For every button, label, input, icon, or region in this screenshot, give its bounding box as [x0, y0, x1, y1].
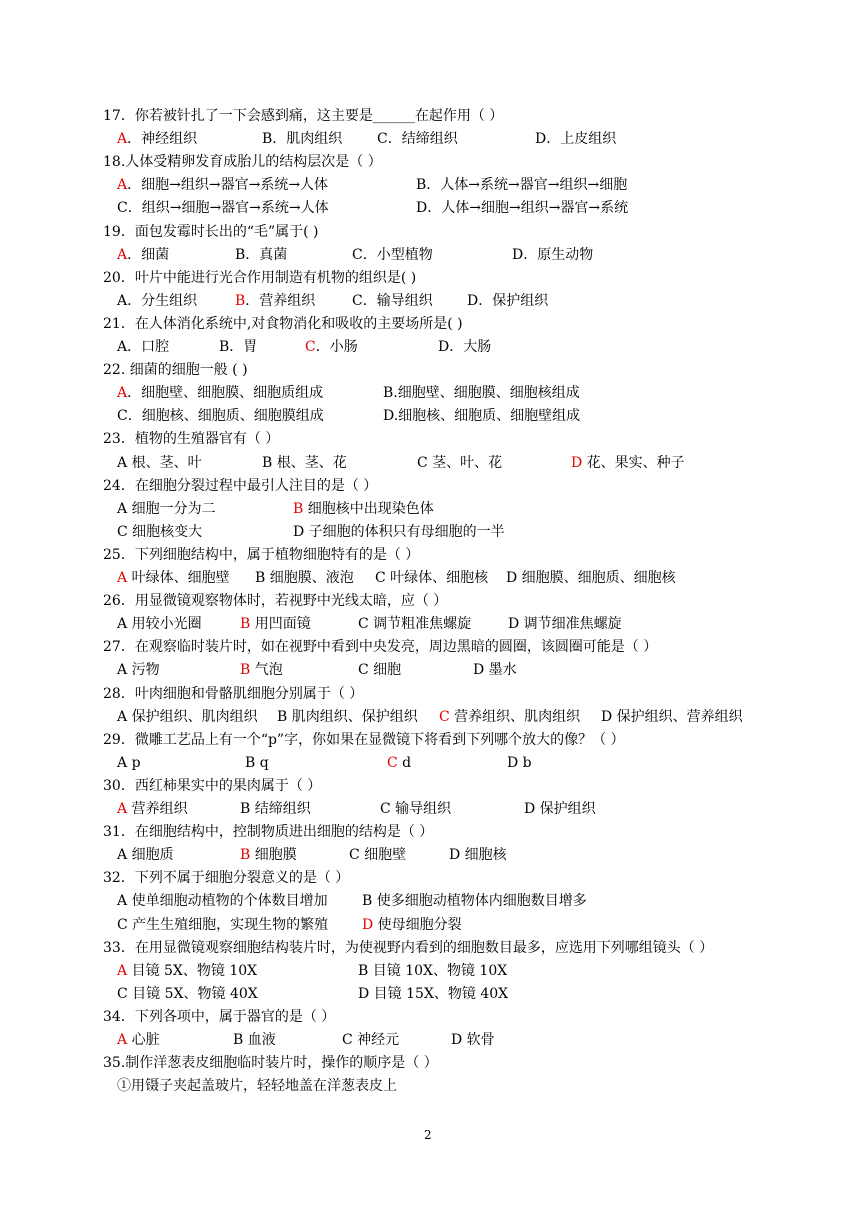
option-letter: B: [416, 177, 427, 194]
option-letter: A: [117, 1032, 128, 1048]
option-letter: C: [358, 662, 369, 679]
option-text: q: [255, 754, 269, 771]
option-text: 花、果实、种子: [582, 454, 685, 471]
option-letter: A: [117, 131, 128, 148]
option-a: [117, 960, 257, 983]
option-letter: C: [352, 292, 363, 309]
option-letter: D: [293, 523, 305, 540]
option-text: 调节细准焦螺旋: [519, 616, 622, 633]
question-text: 24．在细胞分裂过程中最引人注目的是（ ）: [103, 477, 378, 494]
option-text: 细胞一分为二: [127, 500, 216, 517]
option-letter: C: [117, 523, 128, 540]
option-letter: B: [383, 385, 394, 402]
option-letter: B: [235, 246, 246, 263]
option-letter: A: [117, 339, 128, 355]
option-letter: D: [506, 570, 518, 586]
option-text: 细胞质: [127, 847, 174, 864]
page-number: 2: [424, 1128, 432, 1142]
option-d: [571, 452, 685, 475]
option-text: 细胞: [368, 662, 402, 679]
option-letter: D: [383, 408, 394, 425]
question-text: 20．叶片中能进行光合作用制造有机物的组织是( ): [103, 269, 417, 286]
option-text: ．营养组织: [245, 292, 316, 309]
question-text: 26．用显微镜观察物体时，若视野中光线太暗，应（ ）: [103, 593, 448, 610]
option-letter: B: [245, 754, 256, 771]
option-text: 气泡: [250, 662, 283, 679]
option-letter: D: [507, 754, 519, 771]
option-text: ．神经组织: [127, 131, 198, 148]
option-c: [377, 128, 458, 151]
option-text: 保护组织: [535, 801, 596, 817]
option-b: [240, 798, 311, 821]
option-letter: C: [387, 754, 398, 771]
option-text: ．细胞→组织→器官→系统→人体: [127, 177, 329, 194]
option-letter: C: [439, 708, 450, 725]
option-letter: C: [117, 408, 128, 425]
option-text: 细胞壁: [359, 847, 407, 864]
question-text: 32．下列不属于细胞分裂意义的是（ ）: [103, 870, 350, 887]
option-letter: A: [117, 292, 128, 309]
option-letter: B: [235, 292, 246, 309]
option-letter: C: [305, 339, 316, 355]
option-text: d: [397, 754, 412, 771]
option-a: [117, 752, 141, 775]
option-d: [293, 521, 505, 544]
option-text: ．结缔组织: [387, 131, 458, 148]
option-text: 保护组织、营养组织: [612, 708, 743, 725]
option-letter: C: [342, 1032, 353, 1048]
option-d: [506, 567, 676, 590]
option-letter: D: [467, 292, 479, 309]
question-text: 28．叶肉细胞和骨骼肌细胞分别属于（ ）: [103, 685, 364, 702]
option-d: [451, 1029, 495, 1052]
option-d: [362, 914, 462, 937]
option-text: 细胞核变大: [127, 523, 203, 540]
option-text: .细胞壁、细胞膜、细胞核组成: [393, 385, 580, 402]
option-text: 细胞膜: [250, 847, 297, 864]
option-a: [117, 336, 169, 359]
option-c: [117, 405, 324, 428]
question-text: 33．在用显微镜观察细胞结构装片时，为使视野内看到的细胞数目最多，应选用下列哪组镜头（ ）: [103, 939, 714, 956]
option-text: 神经元: [352, 1032, 400, 1048]
option-text: 用较小光圈: [127, 616, 202, 633]
option-letter: B: [358, 962, 369, 979]
option-d: [416, 197, 628, 220]
option-letter: D: [451, 1032, 463, 1048]
question-text: 34．下列各项中，属于器官的是（ ）: [103, 1008, 336, 1025]
option-a: [117, 452, 202, 475]
option-letter: B: [262, 131, 273, 148]
option-letter: D: [571, 454, 583, 471]
option-d: [358, 983, 508, 1006]
option-d: [512, 244, 593, 267]
option-letter: B: [277, 708, 288, 725]
option-text: 目镜 10X、物镜 10X: [368, 962, 508, 979]
option-letter: D: [416, 200, 428, 217]
option-b: [235, 290, 315, 313]
option-c: [375, 567, 488, 590]
option-text: 产生生殖细胞，实现生物的繁殖: [127, 916, 329, 933]
option-text: 目镜 5X、物镜 40X: [127, 985, 258, 1002]
option-text: 墨水: [484, 662, 517, 679]
option-letter: C: [349, 847, 360, 864]
option-b: [240, 659, 283, 682]
option-letter: D: [512, 246, 524, 263]
option-a: [117, 567, 230, 590]
option-text: ．肌肉组织: [272, 131, 343, 148]
option-text: 软骨: [462, 1032, 495, 1048]
option-b: [235, 244, 287, 267]
question-text: 17．你若被针扎了一下会感到痛，这主要是______在起作用（ ）: [103, 108, 504, 124]
option-b: [383, 382, 580, 405]
option-c: [117, 914, 328, 937]
option-letter: D: [449, 847, 461, 864]
option-text: 使单细胞动植物的个体数目增加: [127, 893, 328, 910]
option-letter: C: [117, 916, 128, 933]
option-letter: D: [362, 916, 374, 933]
option-b: [262, 452, 347, 475]
option-text: 叶绿体、细胞壁: [127, 570, 230, 586]
option-text: ．胃: [229, 339, 258, 355]
option-letter: A: [117, 847, 128, 864]
question-text: 25．下列细胞结构中，属于植物细胞特有的是（ ）: [103, 546, 420, 563]
question-text: 23．植物的生殖器官有（ ）: [103, 431, 280, 448]
option-text: 营养组织: [127, 801, 188, 817]
option-text: ．组织→细胞→器官→系统→人体: [127, 200, 329, 217]
question-text: 35.制作洋葱表皮细胞临时装片时，操作的顺序是（ ）: [103, 1055, 438, 1072]
option-letter: A: [117, 500, 128, 517]
option-b: [362, 890, 587, 913]
option-c: [439, 706, 580, 729]
option-text: ．人体→细胞→组织→器官→系统: [427, 200, 629, 217]
option-letter: B: [233, 1032, 244, 1048]
option-b: [262, 128, 342, 151]
option-text: 细胞核中出现染色体: [303, 500, 434, 517]
option-letter: B: [240, 616, 251, 633]
option-b: [219, 336, 257, 359]
option-a: [117, 890, 328, 913]
option-a: [117, 613, 202, 636]
option-text: 营养组织、肌肉组织: [449, 708, 581, 725]
option-letter: A: [117, 177, 128, 194]
option-letter: B: [293, 500, 304, 517]
question-text: 30．西红柿果实中的果肉属于（ ）: [103, 777, 322, 794]
option-letter: C: [380, 801, 391, 817]
option-d: [438, 336, 491, 359]
option-letter: C: [417, 454, 428, 471]
option-letter: C: [375, 570, 386, 586]
option-text: ．细菌: [127, 246, 170, 263]
option-text: p: [127, 754, 141, 771]
option-c: [117, 521, 202, 544]
option-text: ．原生动物: [523, 246, 594, 263]
option-text: ．大肠: [449, 339, 492, 355]
option-d: [508, 613, 622, 636]
option-text: 调节粗准焦螺旋: [368, 616, 472, 633]
option-c: [358, 659, 401, 682]
option-d: [449, 844, 507, 867]
option-b: [358, 960, 507, 983]
option-a: [117, 290, 197, 313]
option-letter: B: [240, 847, 251, 864]
option-a: [117, 128, 197, 151]
option-d: [467, 290, 548, 313]
option-letter: B: [219, 339, 230, 355]
option-a: [117, 706, 258, 729]
option-text: 茎、叶、花: [427, 454, 503, 471]
option-b: [255, 567, 354, 590]
option-d: [535, 128, 616, 151]
option-letter: D: [473, 662, 485, 679]
option-c: [342, 1029, 399, 1052]
option-letter: C: [358, 616, 369, 633]
option-c: [358, 613, 471, 636]
option-b: [240, 844, 297, 867]
question-text: 29．微雕工艺品上有一个“p”字，你如果在显微镜下将看到下列哪个放大的像？（ ）: [103, 731, 625, 748]
option-c: [352, 290, 433, 313]
option-letter: B: [262, 454, 273, 471]
option-text: 输导组织: [390, 801, 452, 817]
option-c: [417, 452, 502, 475]
option-a: [117, 498, 216, 521]
option-text: .细胞核、细胞质、细胞壁组成: [393, 408, 581, 425]
option-d: [524, 798, 596, 821]
question-text: 22. 细菌的细胞一般 ( ): [103, 362, 248, 379]
option-text: ．人体→系统→器官→组织→细胞: [426, 177, 628, 194]
option-d: [473, 659, 517, 682]
option-a: [117, 382, 323, 405]
option-letter: A: [117, 385, 128, 402]
option-letter: B: [362, 893, 373, 910]
option-a: [117, 1029, 160, 1052]
option-letter: A: [117, 893, 128, 910]
option-text: ．保护组织: [478, 292, 549, 309]
option-text: 细胞膜、液泡: [265, 570, 354, 586]
option-letter: D: [535, 131, 547, 148]
option-letter: A: [117, 962, 128, 979]
option-c: [117, 983, 258, 1006]
option-c: [380, 798, 451, 821]
option-a: [117, 798, 188, 821]
option-text: 使多细胞动植物体内细胞数目增多: [372, 893, 587, 910]
option-letter: C: [117, 200, 128, 217]
option-text: 子细胞的体积只有母细胞的一半: [304, 523, 505, 540]
option-letter: D: [438, 339, 450, 355]
option-letter: D: [524, 801, 536, 817]
option-letter: C: [352, 246, 363, 263]
option-text: 血液: [243, 1032, 276, 1048]
option-letter: A: [117, 708, 128, 725]
option-text: ．真菌: [245, 246, 288, 263]
option-text: 使母细胞分裂: [373, 916, 462, 933]
option-text: ．细胞壁、细胞膜、细胞质组成: [127, 385, 324, 402]
option-text: 叶绿体、细胞核: [385, 570, 489, 586]
option-letter: A: [117, 246, 128, 263]
option-letter: A: [117, 801, 128, 817]
option-letter: A: [117, 454, 128, 471]
option-d: [383, 405, 580, 428]
option-a: [117, 659, 160, 682]
option-text: ．小肠: [315, 339, 358, 355]
option-c: [349, 844, 406, 867]
option-b: [245, 752, 269, 775]
option-b: [416, 174, 627, 197]
option-text: ．小型植物: [362, 246, 433, 263]
option-text: ．上皮组织: [546, 131, 617, 148]
option-c: [305, 336, 358, 359]
question-text: 18.人体受精卵发育成胎儿的结构层次是（ ）: [103, 154, 382, 171]
option-b: [240, 613, 311, 636]
option-text: 细胞核: [460, 847, 507, 864]
option-text: 目镜 15X、物镜 40X: [369, 985, 509, 1002]
option-a: [117, 174, 328, 197]
option-text: 肌肉组织、保护组织: [287, 708, 418, 725]
option-letter: B: [240, 801, 251, 817]
question-text: 27．在观察临时装片时，如在视野中看到中央发亮，周边黑暗的圆圈，该圆圈可能是（ ）: [103, 639, 658, 656]
question-text: 19．面包发霉时长出的“毛”属于( ): [103, 223, 319, 240]
option-b: [233, 1029, 276, 1052]
option-text: ．分生组织: [127, 292, 198, 309]
option-text: 根、茎、花: [272, 454, 347, 471]
option-letter: B: [240, 662, 251, 679]
option-c: [117, 197, 329, 220]
option-text: 用凹面镜: [250, 616, 311, 633]
option-text: 污物: [127, 662, 160, 679]
option-text: b: [518, 754, 532, 771]
option-letter: C: [117, 985, 128, 1002]
option-letter: D: [358, 985, 370, 1002]
option-letter: A: [117, 662, 128, 679]
option-text: ．细胞核、细胞质、细胞膜组成: [127, 408, 324, 425]
option-letter: D: [508, 616, 520, 633]
option-letter: A: [117, 570, 128, 586]
option-c: [352, 244, 433, 267]
step-text: ①用镊子夹起盖玻片，轻轻地盖在洋葱表皮上: [117, 1078, 397, 1095]
option-letter: C: [377, 131, 388, 148]
option-a: [117, 244, 169, 267]
option-b: [277, 706, 418, 729]
option-a: [117, 844, 174, 867]
option-text: 保护组织、肌肉组织: [127, 708, 258, 725]
option-text: 目镜 5X、物镜 10X: [127, 962, 258, 979]
option-text: 细胞膜、细胞质、细胞核: [517, 570, 676, 586]
option-letter: A: [117, 616, 128, 633]
option-d: [601, 706, 743, 729]
option-d: [507, 752, 532, 775]
option-b: [293, 498, 434, 521]
option-text: 结缔组织: [250, 801, 311, 817]
option-letter: B: [255, 570, 266, 586]
option-text: ．输导组织: [362, 292, 433, 309]
question-text: 31．在细胞结构中，控制物质进出细胞的结构是（ ）: [103, 824, 434, 841]
option-letter: A: [117, 754, 128, 771]
option-text: ．口腔: [127, 339, 170, 355]
question-text: 21．在人体消化系统中,对食物消化和吸收的主要场所是( ): [103, 315, 463, 332]
option-text: 根、茎、叶: [127, 454, 202, 471]
option-text: 心脏: [127, 1032, 160, 1048]
option-c: [387, 752, 411, 775]
option-letter: D: [601, 708, 613, 725]
